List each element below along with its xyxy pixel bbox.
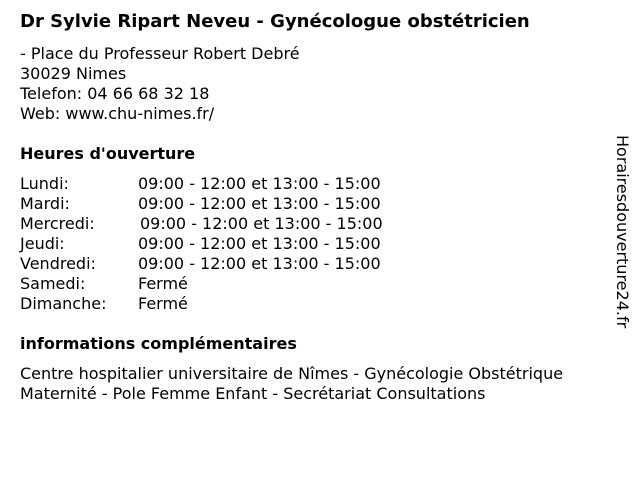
- info-block: [20, 364, 563, 404]
- phone-number: Telefon: 04 66 68 32 18: [20, 84, 210, 103]
- address-block: [20, 44, 300, 124]
- time-value: 09:00 - 12:00 et 13:00 - 15:00: [138, 254, 381, 273]
- address-street: - Place du Professeur Robert Debré: [20, 44, 300, 63]
- day-label: Dimanche:: [20, 294, 107, 313]
- day-label: Jeudi:: [20, 234, 65, 253]
- page-title: Dr Sylvie Ripart Neveu - Gynécologue obstétricien: [20, 11, 530, 32]
- time-value: 09:00 - 12:00 et 13:00 - 15:00: [140, 214, 383, 233]
- time-value: Fermé: [138, 274, 188, 293]
- hours-heading: Heures d'ouverture: [20, 144, 196, 163]
- time-value: 09:00 - 12:00 et 13:00 - 15:00: [138, 194, 381, 213]
- website-link: Web: www.chu-nimes.fr/: [20, 104, 215, 123]
- day-label: Lundi:: [20, 174, 69, 193]
- time-value: Fermé: [138, 294, 188, 313]
- day-label: Mercredi:: [20, 214, 95, 233]
- day-label: Mardi:: [20, 194, 70, 213]
- info-heading: informations complémentaires: [20, 334, 297, 353]
- day-label: Vendredi:: [20, 254, 96, 273]
- time-value: 09:00 - 12:00 et 13:00 - 15:00: [138, 234, 381, 253]
- address-city: 30029 Nimes: [20, 64, 127, 83]
- info-line: Centre hospitalier universitaire de Nîmes - Gynécologie Obstétrique: [20, 364, 564, 383]
- site-watermark: Horairesdouverture24.fr: [613, 135, 632, 329]
- info-line: Maternité - Pole Femme Enfant - Secrétariat Consultations: [20, 384, 486, 403]
- time-value: 09:00 - 12:00 et 13:00 - 15:00: [138, 174, 381, 193]
- day-label: Samedi:: [20, 274, 86, 293]
